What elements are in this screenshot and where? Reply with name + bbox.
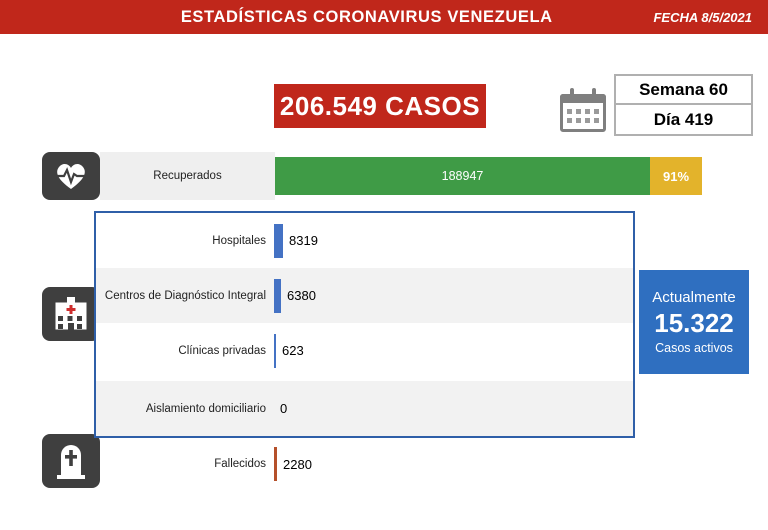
week-label: Semana 60: [614, 74, 753, 105]
total-cases-value: 206.549 CASOS: [279, 90, 481, 121]
bar-label-aislamiento: Aislamiento domiciliario: [145, 402, 266, 415]
table-row: [96, 381, 633, 436]
recovered-row: [100, 152, 700, 200]
table-row: [96, 268, 633, 323]
hospital-icon: [42, 287, 100, 341]
header-date: FECHA 8/5/2021: [653, 9, 752, 25]
heartbeat-icon: [42, 152, 100, 200]
day-label: Día 419: [614, 105, 753, 136]
bar-label-fallecidos: Fallecidos: [214, 458, 266, 470]
recovered-percent: 91%: [662, 168, 690, 184]
week-day-panel: [614, 74, 753, 136]
recovered-bar: [275, 157, 650, 195]
table-row: [96, 438, 633, 490]
header-bar: [0, 0, 768, 34]
bottom-strip: [0, 516, 768, 530]
bar-value-cdi: 6380: [287, 288, 316, 303]
active-cases-panel: [639, 270, 749, 374]
table-row: [96, 323, 633, 378]
gravestone-icon: [42, 434, 100, 488]
bar-value-clinicas: 623: [282, 343, 304, 358]
bar-value-hospitales: 8319: [289, 233, 318, 248]
bar-value-aislamiento: 0: [280, 401, 288, 416]
recovered-label: Recuperados: [153, 170, 222, 182]
bar-label-cdi: Centros de Diagnóstico Integral: [104, 289, 266, 302]
page-title: ESTADÍSTICAS CORONAVIRUS VENEZUELA: [180, 7, 553, 26]
bar-label-clinicas: Clínicas privadas: [178, 344, 266, 357]
bar-value-fallecidos: 2280: [283, 456, 312, 472]
active-cases-value: 15.322: [654, 308, 734, 338]
bar-label-hospitales: Hospitales: [212, 234, 266, 247]
recovered-label-box: [100, 152, 275, 200]
active-cases-title: Actualmente: [652, 289, 736, 306]
active-cases-subtitle: Casos activos: [655, 341, 733, 355]
recovered-value: 188947: [441, 169, 484, 183]
calendar-icon: [560, 88, 608, 133]
total-cases-banner: [274, 84, 486, 128]
bar-cdi: [274, 279, 281, 313]
recovered-percent-badge: [650, 157, 702, 195]
bar-hospitales: [274, 224, 283, 258]
table-row: [96, 213, 633, 268]
